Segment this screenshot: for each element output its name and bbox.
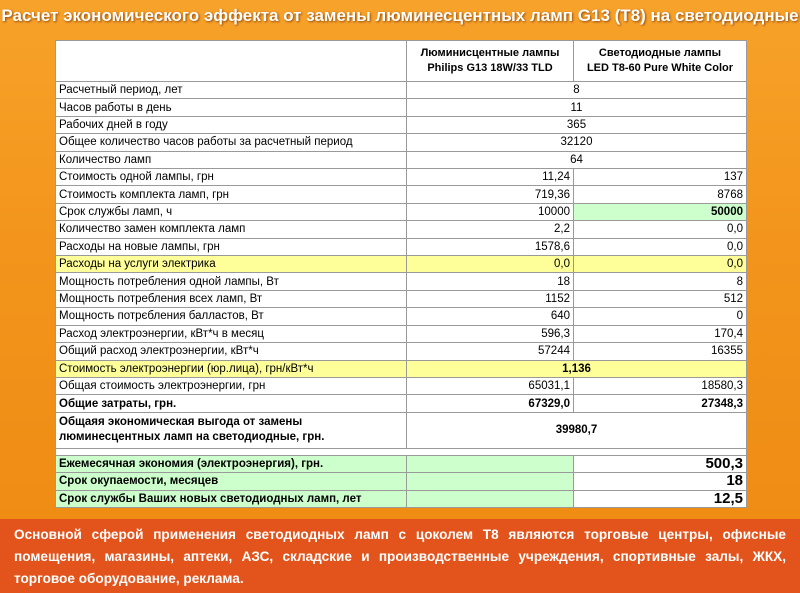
row-label: Мощность потрєбления балластов, Вт — [56, 308, 407, 325]
fluorescent-value: 596,3 — [407, 325, 574, 342]
fluorescent-value: 1152 — [407, 290, 574, 307]
electricity-price-value: 1,136 — [407, 360, 747, 377]
header-led-line1: Светодиодные лампы — [598, 47, 722, 59]
table-row — [56, 290, 747, 307]
row-label: Рабочих дней в году — [56, 116, 407, 133]
summary-label: Срок окупаемости, месяцев — [56, 473, 407, 490]
header-led-line2: LED T8-60 Pure White Color — [586, 62, 734, 74]
summary-empty — [407, 455, 574, 472]
row-label: Мощность потребления всех ламп, Вт — [56, 290, 407, 307]
header-led — [574, 41, 747, 82]
table-row — [56, 186, 747, 203]
fluorescent-value: 65031,1 — [407, 377, 574, 394]
row-label: Стоимость одной лампы, грн — [56, 169, 407, 186]
summary-value: 500,3 — [574, 455, 747, 472]
row-value: 64 — [407, 151, 747, 168]
summary-label: Срок службы Ваших новых светодиодных ламп, лет — [56, 490, 407, 507]
row-label: Общие затраты, грн. — [56, 395, 407, 412]
row-label: Мощность потребления одной лампы, Вт — [56, 273, 407, 290]
fluorescent-value: 640 — [407, 308, 574, 325]
table-row — [56, 360, 747, 377]
row-label: Общий расход электроэнергии, кВт*ч — [56, 343, 407, 360]
spacer-row — [56, 448, 747, 455]
table-row — [56, 377, 747, 394]
table-row — [56, 82, 747, 99]
table-row — [56, 116, 747, 133]
fluorescent-value: 57244 — [407, 343, 574, 360]
row-label: Расчетный период, лет — [56, 82, 407, 99]
fluorescent-value: 67329,0 — [407, 395, 574, 412]
table-row — [56, 308, 747, 325]
header-empty-cell — [56, 41, 407, 82]
row-value: 365 — [407, 116, 747, 133]
row-label: Стоимость электроэнергии (юр.лица), грн/кВт*ч — [56, 360, 407, 377]
benefit-value: 39980,7 — [407, 412, 747, 448]
row-label: Количество ламп — [56, 151, 407, 168]
row-value: 8 — [407, 82, 747, 99]
header-fluorescent-line2: Philips G13 18W/33 TLD — [427, 62, 553, 74]
table-row — [56, 325, 747, 342]
row-label: Стоимость комплекта ламп, грн — [56, 186, 407, 203]
fluorescent-value: 719,36 — [407, 186, 574, 203]
fluorescent-value: 0,0 — [407, 256, 574, 273]
led-value: 0,0 — [574, 256, 747, 273]
summary-label: Ежемесячная экономия (электроэнергия), грн. — [56, 455, 407, 472]
benefit-row — [56, 412, 747, 448]
table-row — [56, 134, 747, 151]
row-value: 32120 — [407, 134, 747, 151]
fluorescent-value: 11,24 — [407, 169, 574, 186]
led-value: 8768 — [574, 186, 747, 203]
row-label: Срок службы ламп, ч — [56, 203, 407, 220]
summary-row — [56, 490, 747, 507]
row-value: 11 — [407, 99, 747, 116]
led-value: 18580,3 — [574, 377, 747, 394]
summary-row — [56, 473, 747, 490]
led-value: 512 — [574, 290, 747, 307]
spacer-cell — [56, 448, 747, 455]
table-row — [56, 343, 747, 360]
table-row — [56, 273, 747, 290]
footer-text: Основной сферой применения светодиодных ламп с цоколем T8 являются торговые центры, офисные помещения, магазины, аптеки, АЗС, складские и производственные учреждения, спортивные залы, ЖКХ, торговое оборудование, реклама. — [14, 527, 786, 586]
table-row — [56, 151, 747, 168]
fluorescent-value: 18 — [407, 273, 574, 290]
led-value: 0 — [574, 308, 747, 325]
calculation-table — [55, 40, 747, 508]
header-fluorescent — [407, 41, 574, 82]
benefit-label-line2: люминесцентных ламп на светодиодные, грн. — [59, 431, 325, 444]
benefit-label-line1: Общаяя экономическая выгода от замены — [59, 416, 303, 429]
row-label: Общая стоимость электроэнергии, грн — [56, 377, 407, 394]
table-row — [56, 99, 747, 116]
led-value: 170,4 — [574, 325, 747, 342]
fluorescent-value: 1578,6 — [407, 238, 574, 255]
table-row — [56, 256, 747, 273]
table-row — [56, 221, 747, 238]
led-value: 50000 — [574, 203, 747, 220]
summary-empty — [407, 490, 574, 507]
summary-value: 18 — [574, 473, 747, 490]
row-label: Количество замен комплекта ламп — [56, 221, 407, 238]
row-label: Расход электроэнергии, кВт*ч в месяц — [56, 325, 407, 342]
summary-value: 12,5 — [574, 490, 747, 507]
footer-banner — [0, 519, 800, 593]
led-value: 27348,3 — [574, 395, 747, 412]
benefit-label — [56, 412, 407, 448]
row-label: Часов работы в день — [56, 99, 407, 116]
header-fluorescent-line1: Люминисцентные лампы — [420, 47, 560, 59]
led-value: 137 — [574, 169, 747, 186]
table-header-row — [56, 41, 747, 82]
fluorescent-value: 10000 — [407, 203, 574, 220]
row-label: Общее количество часов работы за расчетный период — [56, 134, 407, 151]
row-label: Расходы на услуги электрика — [56, 256, 407, 273]
table-row — [56, 169, 747, 186]
fluorescent-value: 2,2 — [407, 221, 574, 238]
row-label: Расходы на новые лампы, грн — [56, 238, 407, 255]
table-row — [56, 238, 747, 255]
led-value: 0,0 — [574, 238, 747, 255]
summary-empty — [407, 473, 574, 490]
table-row — [56, 203, 747, 220]
summary-row — [56, 455, 747, 472]
led-value: 16355 — [574, 343, 747, 360]
led-value: 0,0 — [574, 221, 747, 238]
led-value: 8 — [574, 273, 747, 290]
table-row-total — [56, 395, 747, 412]
page-title: Расчет экономического эффекта от замены люминесцентных ламп G13 (T8) на светодиодные — [1, 6, 799, 25]
